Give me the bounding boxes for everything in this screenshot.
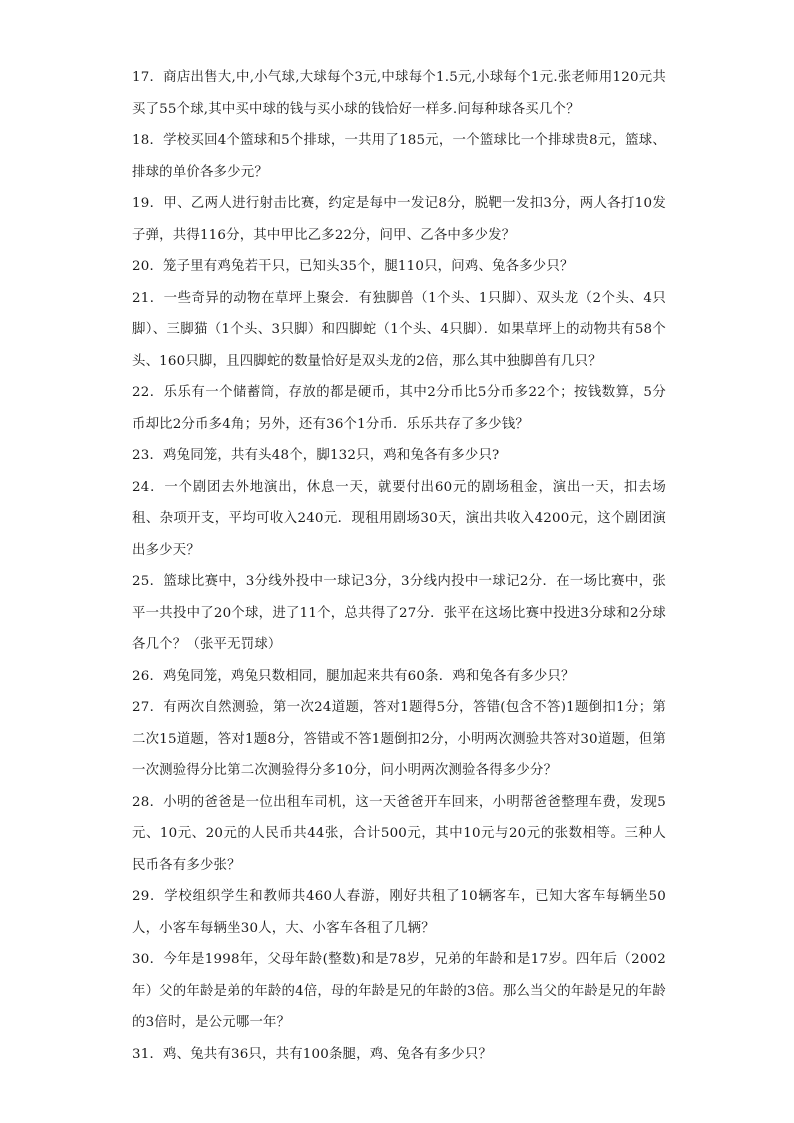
problem-24: 24．一个剧团去外地演出，休息一天，就要付出60元的剧场租金，演出一天，扣去场租、杂项开支，平均可收入240元．现租用剧场30天，演出共收入4200元，这个剧团演出多少天？ bbox=[132, 479, 666, 558]
problem-20: 20．笼子里有鸡兔若干只，已知头35个，腿110只，问鸡、兔各多少只？ bbox=[132, 259, 574, 274]
problem-23: 23．鸡兔同笼，共有头48个，脚132只，鸡和兔各有多少只? bbox=[132, 448, 500, 463]
problem-22: 22．乐乐有一个储蓄筒，存放的都是硬币，其中2分币比5分币多22个；按钱数算，5分币却比2分币多4角；另外，还有36个1分币．乐乐共存了多少钱？ bbox=[132, 385, 666, 432]
problem-18: 18．学校买回4个篮球和5个排球，一共用了185元，一个篮球比一个排球贵8元，篮球、排球的单价各多少元？ bbox=[132, 133, 666, 180]
problem-26: 26．鸡兔同笼，鸡兔只数相同，腿加起来共有60条．鸡和兔各有多少只？ bbox=[132, 668, 575, 684]
problem-25: 25．篮球比赛中，3分线外投中一球记3分，3分线内投中一球记2分．在一场比赛中，张平一共投中了20个球，进了11个，总共得了27分．张平在这场比赛中投进3分球和2分球各几个？（张平无罚球） bbox=[132, 574, 666, 652]
problem-27: 27．有两次自然测验，第一次24道题，答对1题得5分，答错(包含不答)1题倒扣1分；第二次15道题，答对1题8分，答错或不答1题倒扣2分，小明两次测验共答对30道题，但第一次测验得分比第二次测验得分多10分，问小明两次测验各得多少分？ bbox=[132, 700, 666, 778]
problem-28: 28．小明的爸爸是一位出租车司机，这一天爸爸开车回来，小明帮爸爸整理车费，发现5元、10元、20元的人民币共44张，合计500元，其中10元与20元的张数相等。三种人民币各有多少张？ bbox=[132, 794, 666, 873]
problem-list bbox=[132, 62, 666, 1070]
problem-19: 19．甲、乙两人进行射击比赛，约定是每中一发记8分，脱靶一发扣3分，两人各打10发子弹，共得116分，其中甲比乙多22分，问甲、乙各中多少发？ bbox=[132, 196, 666, 243]
problem-17: 17．商店出售大,中,小气球,大球每个3元,中球每个1.5元,小球每个1元.张老师用120元共买了55个球,其中买中球的钱与买小球的钱恰好一样多.问每种球各买几个？ bbox=[132, 70, 666, 117]
problem-29: 29．学校组织学生和教师共460人春游，刚好共租了10辆客车，已知大客车每辆坐50人，小客车每辆坐30人，大、小客车各租了几辆？ bbox=[132, 889, 666, 936]
problem-30: 30．今年是1998年，父母年龄(整数)和是78岁，兄弟的年龄和是17岁。四年后（2002年）父的年龄是弟的年龄的4倍，母的年龄是兄的年龄的3倍。那么当父的年龄是兄的年龄的3倍时，是公元哪一年？ bbox=[132, 952, 666, 1030]
problem-31: 31．鸡、兔共有36只，共有100条腿，鸡、兔各有多少只？ bbox=[132, 1046, 493, 1062]
problem-21: 21．一些奇异的动物在草坪上聚会．有独脚兽（1个头、1只脚）、双头龙（2个头、4只脚）、三脚猫（1个头、3只脚）和四脚蛇（1个头、4只脚）．如果草坪上的动物共有58个头、160只脚，且四脚蛇的数量恰好是双头龙的2倍，那么其中独脚兽有几只？ bbox=[132, 290, 666, 369]
